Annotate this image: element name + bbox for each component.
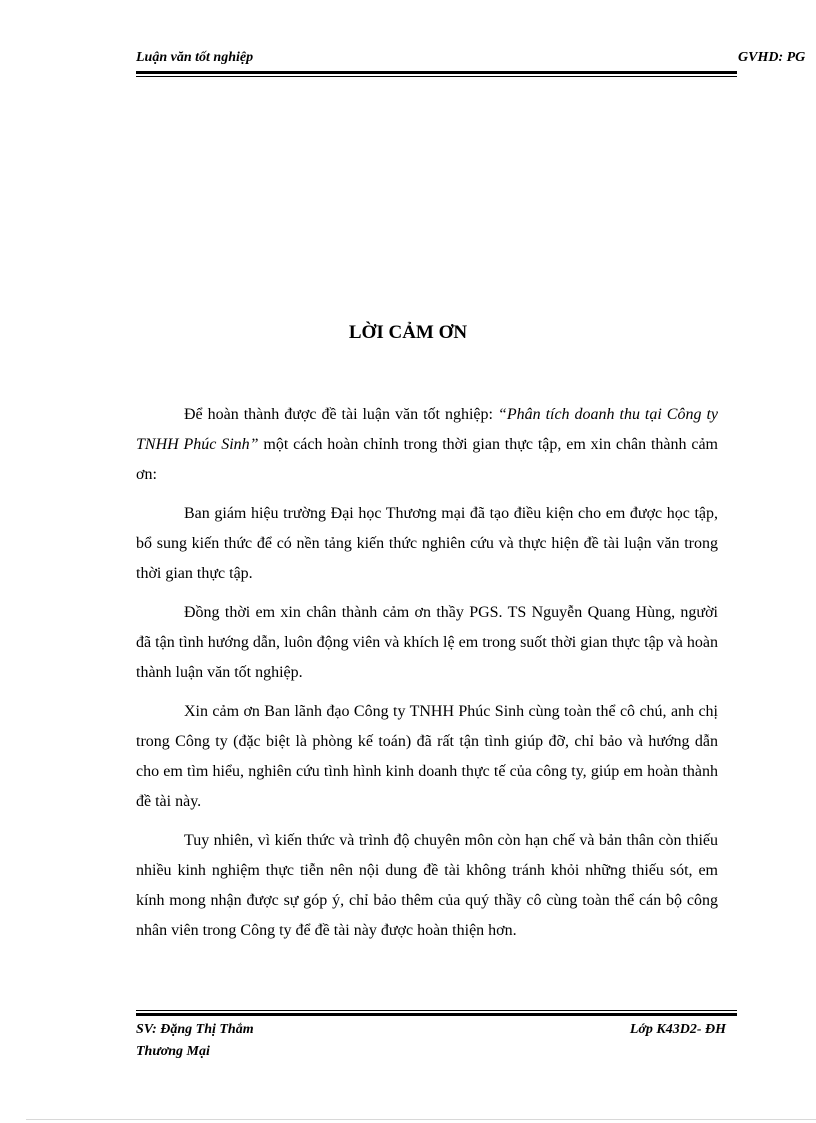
paragraph-2: Ban giám hiệu trường Đại học Thương mại đã tạo điều kiện cho em được học tập, bổ sung kiến thức để có nền tảng kiến thức nghiên cứu và thực hiện đề tài luận văn trong thời gian thực tập. — [136, 505, 718, 582]
page-header — [136, 50, 816, 70]
footer-class: Lớp K43D2- ĐH — [629, 1022, 726, 1037]
footer-student: SV: Đặng Thị Thắm — [136, 1022, 254, 1037]
header-rule-thick — [136, 71, 737, 74]
acknowledgement-body — [136, 400, 718, 955]
footer-rule-thick — [136, 1013, 737, 1016]
header-advisor: GVHD: PG — [738, 50, 806, 65]
header-rule-thin — [136, 76, 737, 77]
page-footer — [136, 1019, 736, 1063]
paragraph-1 — [136, 400, 718, 490]
paragraph-1-suffix: một cách hoàn chỉnh trong thời gian thực tập, em xin chân thành cảm ơn: — [136, 436, 718, 483]
page-edge-line — [26, 1119, 816, 1120]
footer-school: Thương Mại — [136, 1044, 210, 1059]
header-title: Luận văn tốt nghiệp — [136, 50, 254, 65]
paragraph-3: Đồng thời em xin chân thành cảm ơn thầy PGS. TS Nguyễn Quang Hùng, người đã tận tình hướng dẫn, luôn động viên và khích lệ em trong suốt thời gian thực tập và hoàn thành luận văn tốt nghiệp. — [136, 604, 718, 681]
paragraph-4: Xin cảm ơn Ban lãnh đạo Công ty TNHH Phúc Sinh cùng toàn thể cô chú, anh chị trong Công ty (đặc biệt là phòng kế toán) đã rất tận tình giúp đỡ, chỉ bảo và hướng dẫn cho em tìm hiểu, nghiên cứu tình hình kinh doanh thực tế của công ty, giúp em hoàn thành đề tài này. — [136, 703, 718, 810]
paragraph-1-prefix: Để hoàn thành được đề tài luận văn tốt nghiệp: — [184, 406, 498, 423]
thesis-title: “Phân tích doanh thu tại Công ty TNHH Phúc Sinh” — [136, 406, 718, 453]
paragraph-5: Tuy nhiên, vì kiến thức và trình độ chuyên môn còn hạn chế và bản thân còn thiếu nhiều kinh nghiệm thực tiễn nên nội dung đề tài không tránh khỏi những thiếu sót, em kính mong nhận được sự góp ý, chỉ bảo thêm của quý thầy cô cùng toàn thể cán bộ công nhân viên trong Công ty để đề tài này được hoàn thiện hơn. — [136, 832, 718, 939]
page-title: LỜI CẢM ƠN — [348, 322, 468, 343]
footer-rule-thin — [136, 1010, 737, 1011]
